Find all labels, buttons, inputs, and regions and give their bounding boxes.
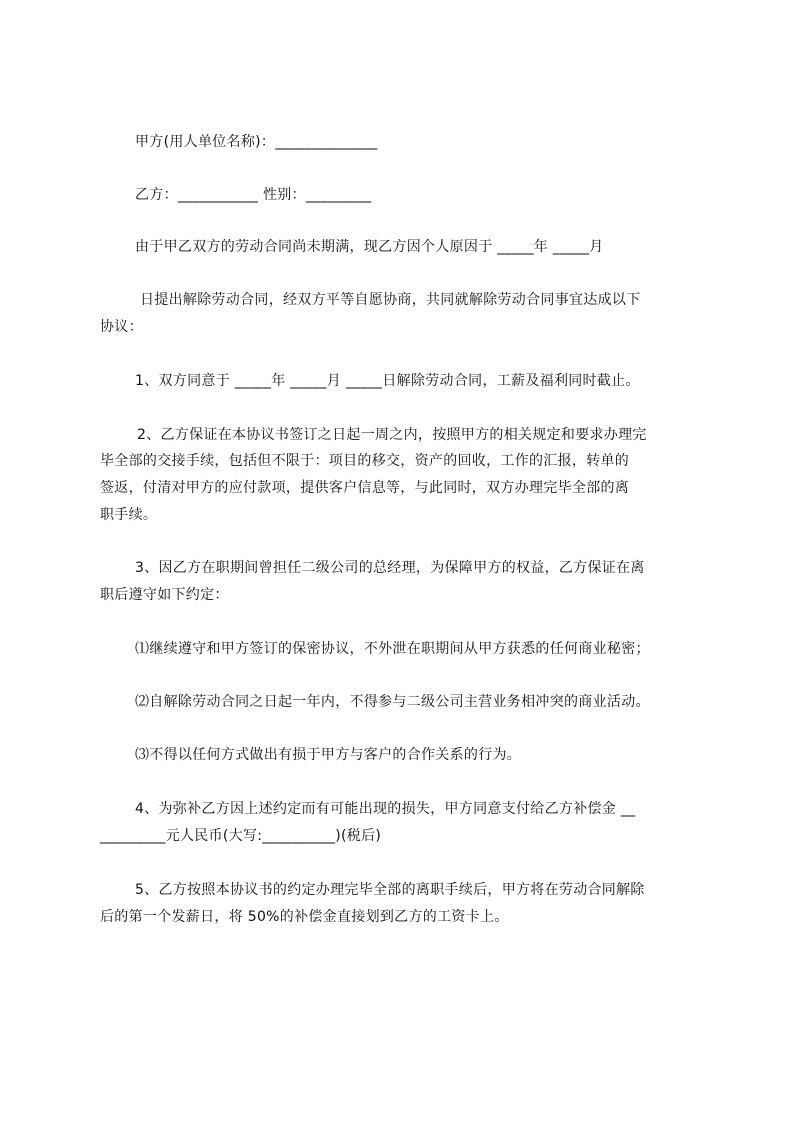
- clause-2-line-2: 毕全部的交接手续，包括但不限于：项目的移交，资产的回收，工作的汇报，转单的: [100, 453, 630, 469]
- clause-4-line-1: 4、为弥补乙方因上述约定而有可能出现的损失，甲方同意支付给乙方补偿金 __: [135, 801, 636, 817]
- intro-line-1: 由于甲乙双方的劳动合同尚未期满，现乙方因个人原因于 _____年 _____月: [135, 239, 604, 255]
- sub-clause-2: ⑵自解除劳动合同之日起一年内，不得参与二级公司主营业务相冲突的商业活动。: [135, 694, 650, 710]
- party-a-line: 甲方(用人单位名称)：______________: [135, 134, 378, 150]
- clause-2-line-4: 职手续。: [100, 507, 158, 523]
- clause-2-line-1: 2、乙方保证在本协议书签订之日起一周之内，按照甲方的相关规定和要求办理完: [137, 427, 647, 443]
- clause-4-line-2: _________元人民币(大写:__________)(税后): [100, 828, 382, 844]
- clause-3-line-2: 职后遵守如下约定：: [100, 587, 229, 603]
- clause-3-line-1: 3、因乙方在职期间曾担任二级公司的总经理，为保障甲方的权益，乙方保证在离: [135, 560, 645, 576]
- intro-line-3: 协议：: [100, 319, 143, 335]
- clause-1: 1、双方同意于 _____年 _____月 _____日解除劳动合同，工薪及福利同时截止。: [135, 373, 640, 389]
- clause-2-line-3: 签返，付清对甲方的应付款项，提供客户信息等，与此同时，双方办理完毕全部的离: [100, 480, 630, 496]
- sub-clause-3: ⑶不得以任何方式做出有损于甲方与客户的合作关系的行为。: [135, 747, 522, 763]
- party-b-line: 乙方：___________ 性别：_________: [135, 187, 372, 203]
- clause-5-line-1: 5、乙方按照本协议书的约定办理完毕全部的离职手续后，甲方将在劳动合同解除: [135, 882, 645, 898]
- sub-clause-1: ⑴继续遵守和甲方签订的保密协议，不外泄在职期间从甲方获悉的任何商业秘密；: [135, 641, 650, 657]
- clause-5-line-2: 后的第一个发薪日，将 50%的补偿金直接划到乙方的工资卡上。: [100, 909, 509, 925]
- intro-line-2: 日提出解除劳动合同，经双方平等自愿协商，共同就解除劳动合同事宜达成以下: [140, 292, 641, 308]
